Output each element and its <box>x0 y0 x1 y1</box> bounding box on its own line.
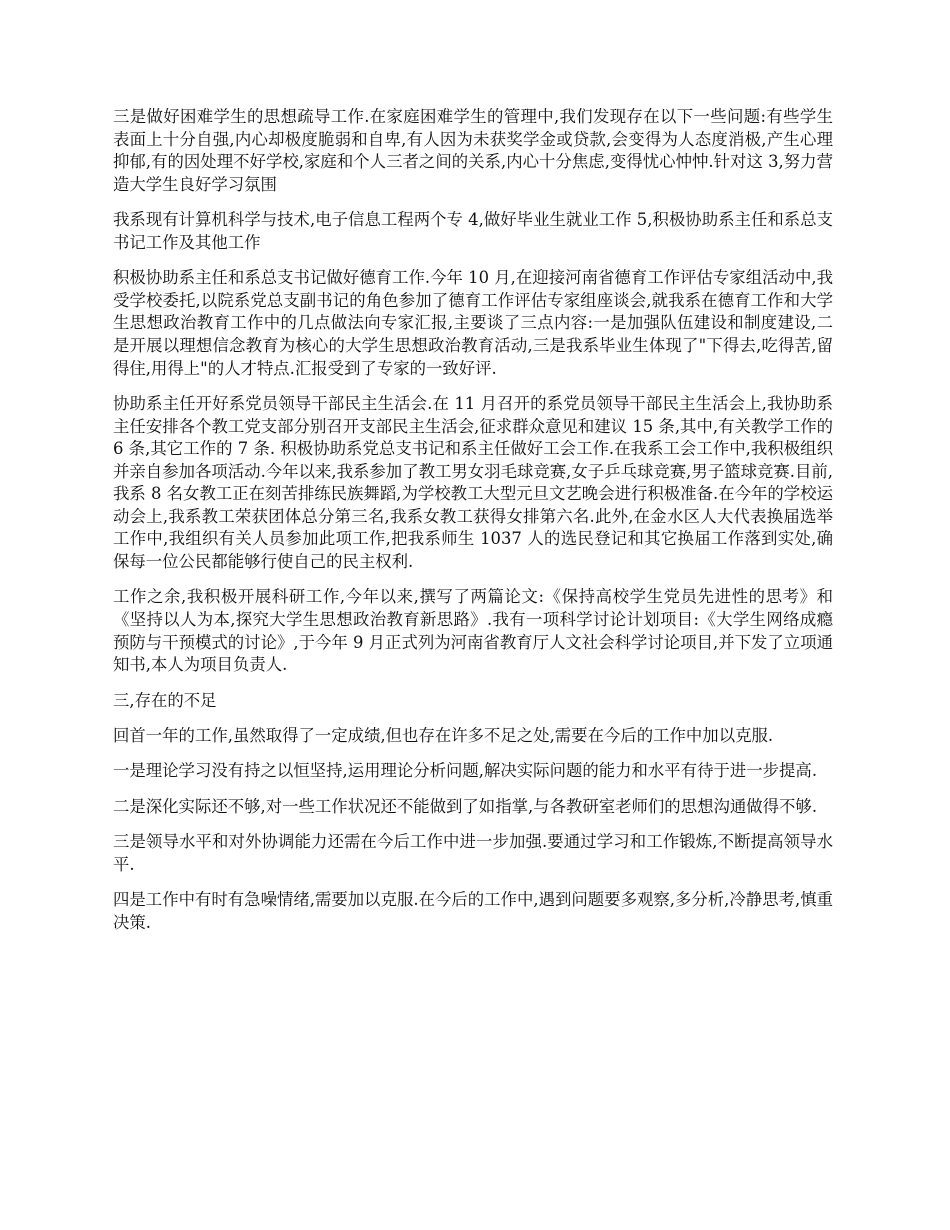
paragraph-shortcoming-1: 一是理论学习没有持之以恒坚持,运用理论分析问题,解决实际问题的能力和水平有待于进一步提高. <box>113 761 818 781</box>
paragraph-democratic-meeting: 协助系主任开好系党员领导干部民主生活会.在 11 月召开的系党员领导干部民主生活会上,我协助系主任安排各个教工党支部分别召开支部民主生活会,征求群众意见和建议 15 条,其中,有关教学工作的 6 条,其它工作的 7 条. 积极协助系党总支书记和系主任做好工会工作.在我系工会工作中,我积极组织并亲自参加各项活动.今年以来,我系参加了教工男女羽毛球竞赛,女子乒乓球竞赛,男子篮球竞赛.目前,我系 8 名女教工正在刻苦排练民族舞蹈,为学校教工大型元旦文艺晚会进行积极准备.在今年的学校运动会上,我系教工荣获团体总分第三名,我系女教工获得女排第六名.此外,在金水区人大代表换届选举工作中,我组织有关人员参加此项工作,把我系师生 1037 人的选民登记和其它换届工作落到实处,确保每一位公民都能够行使自己的民主权利. <box>113 393 833 572</box>
paragraph-shortcoming-4: 四是工作中有时有急噪情绪,需要加以克服.在今后的工作中,遇到问题要多观察,多分析,冷静思考,慎重决策. <box>113 890 833 932</box>
paragraph-majors: 我系现有计算机科学与技术,电子信息工程两个专 4,做好毕业生就业工作 5,积极协助系主任和系总支书记工作及其他工作 <box>113 210 833 252</box>
paragraph-difficult-students: 三是做好困难学生的思想疏导工作.在家庭困难学生的管理中,我们发现存在以下一些问题:有些学生表面上十分自强,内心却极度脆弱和自卑,有人因为未获奖学金或贷款,会变得为人态度消极,产生心理抑郁,有的因处理不好学校,家庭和个人三者之间的关系,内心十分焦虑,变得忧心忡忡.针对这 3,努力营造大学生良好学习氛围 <box>113 107 833 194</box>
paragraph-research: 工作之余,我积极开展科研工作,今年以来,撰写了两篇论文:《保持高校学生党员先进性的思考》和《坚持以人为本,探究大学生思想政治教育新思路》.我有一项科学讨论计划项目:《大学生网络成瘾预防与干预模式的讨论》,于今年 9 月正式列为河南省教育厅人文社会科学讨论项目,并下发了立项通知书,本人为项目负责人. <box>113 587 833 675</box>
paragraph-shortcoming-2: 二是深化实际还不够,对一些工作状况还不能做到了如指掌,与各教研室老师们的思想沟通做得不够. <box>113 796 818 816</box>
paragraph-review: 回首一年的工作,虽然取得了一定成绩,但也存在许多不足之处,需要在今后的工作中加以克服. <box>113 726 774 746</box>
paragraph-shortcoming-3: 三是领导水平和对外协调能力还需在今后工作中进一步加强.要通过学习和工作锻炼,不断提高领导水平. <box>113 832 833 874</box>
paragraph-moral-education: 积极协助系主任和系总支书记做好德育工作.今年 10 月,在迎接河南省德育工作评估专家组活动中,我受学校委托,以院系党总支副书记的角色参加了德育工作评估专家组座谈会,就我系在德育工作和大学生思想政治教育工作中的几点做法向专家汇报,主要谈了三点内容:一是加强队伍建设和制度建设,二是开展以理想信念教育为核心的大学生思想政治教育活动,三是我系毕业生体现了"下得去,吃得苦,留得住,用得上"的人才特点.汇报受到了专家的一致好评. <box>113 268 833 378</box>
document-body <box>113 106 833 947</box>
section-heading-shortcomings: 三,存在的不足 <box>113 690 217 710</box>
